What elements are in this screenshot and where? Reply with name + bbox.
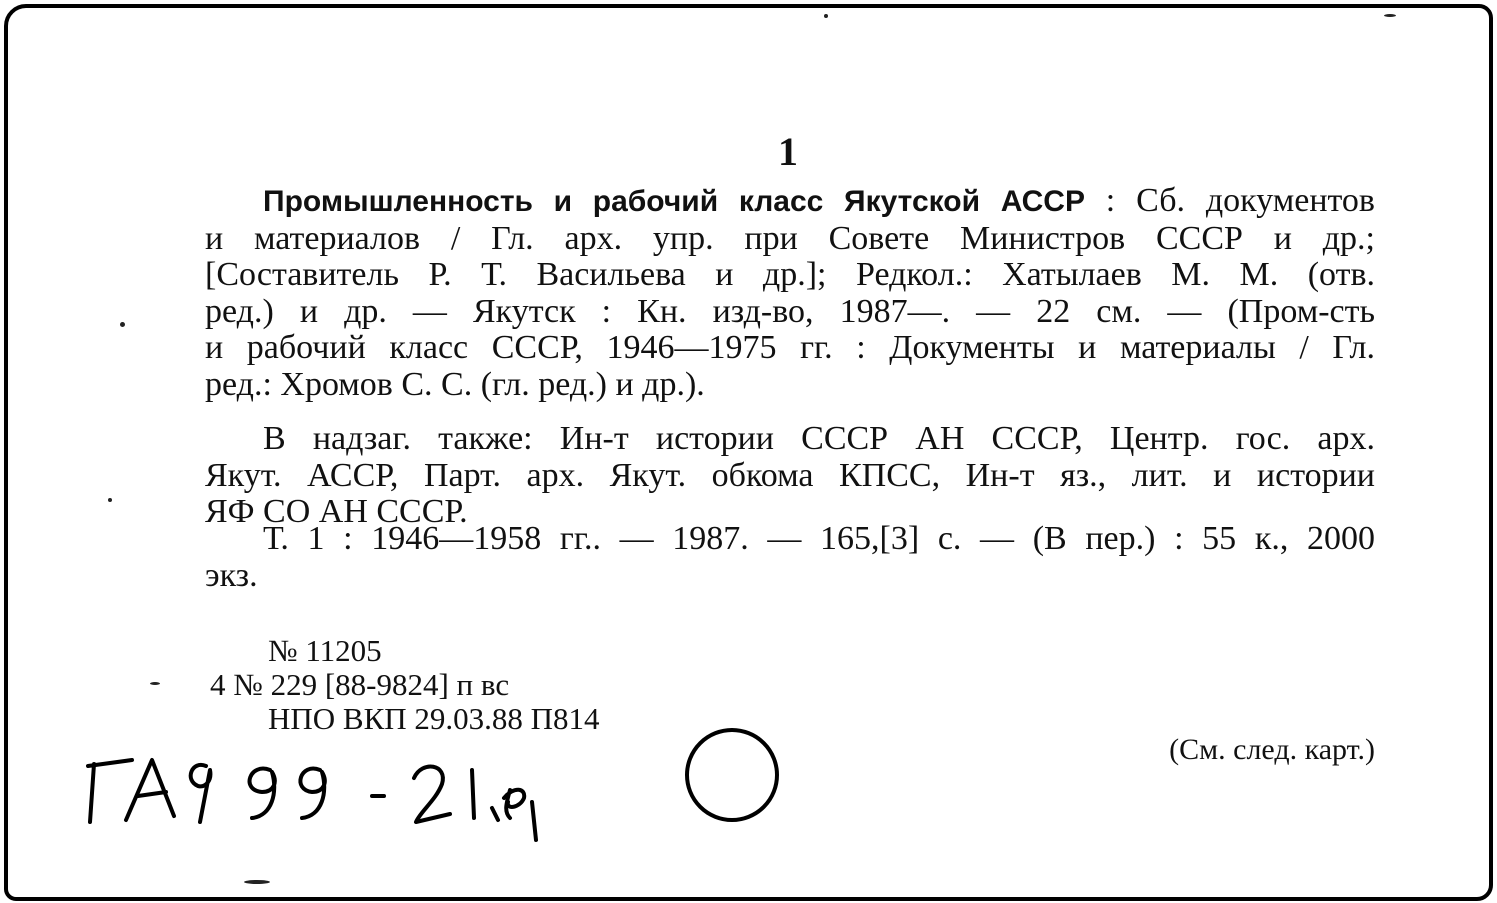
volume-paragraph: [205, 521, 1375, 594]
punch-hole: [685, 728, 779, 822]
note-paragraph: [205, 421, 1375, 531]
entry-line-2: и материалов / Гл. арх. упр. при Совете Министров СССР и др.;: [205, 219, 1375, 257]
order-code: 4 № 229 [88-9824] п вс: [210, 667, 510, 702]
continuation-note: (См. след. карт.): [1169, 733, 1375, 766]
note-line-2: Якут. АССР, Парт. арх. Якут. обкома КПСС, Ин-т яз., лит. и истории: [205, 456, 1375, 494]
bibliographic-entry: [205, 183, 1375, 403]
note-line-1: В надзаг. также: Ин-т истории СССР АН СССР, Центр. гос. арх.: [263, 420, 1375, 457]
card-number: 1: [778, 129, 798, 174]
handwriting-drawing: [80, 742, 580, 852]
entry-line-5: и рабочий класс СССР, 1946—1975 гг. : Документы и материалы / Гл.: [205, 329, 1375, 366]
record-number: № 11205: [268, 633, 382, 668]
speck: [120, 322, 125, 327]
speck: [824, 14, 828, 18]
speck: [1384, 14, 1396, 17]
handwritten-shelfmark: [80, 742, 580, 857]
entry-line-1: Промышленность и рабочий класс Якутской АССР : Сб. документов: [263, 182, 1375, 219]
speck: [244, 880, 270, 884]
note-line-3: ЯФ СО АН СССР.: [205, 493, 468, 530]
entry-line-3: [Составитель Р. Т. Васильева и др.]; Редкол.: Хатылаев М. М. (отв.: [205, 256, 1375, 293]
entry-line-6: ред.: Хромов С. С. (гл. ред.) и др.).: [205, 365, 705, 403]
entry-title: Промышленность и рабочий класс Якутской АССР: [263, 185, 1085, 218]
record-codes: [210, 634, 600, 736]
speck: [150, 682, 160, 685]
entry-line-4: ред.) и др. — Якутск : Кн. изд-во, 1987—. — 22 см. — (Пром-сть: [205, 292, 1375, 330]
speck: [108, 498, 112, 502]
volume-line-2: экз.: [205, 556, 258, 594]
volume-line-1: Т. 1 : 1946—1958 гг.. — 1987. — 165,[3] с. — (В пер.) : 55 к., 2000: [263, 520, 1375, 557]
printer-code: НПО ВКП 29.03.88 П814: [268, 701, 600, 736]
